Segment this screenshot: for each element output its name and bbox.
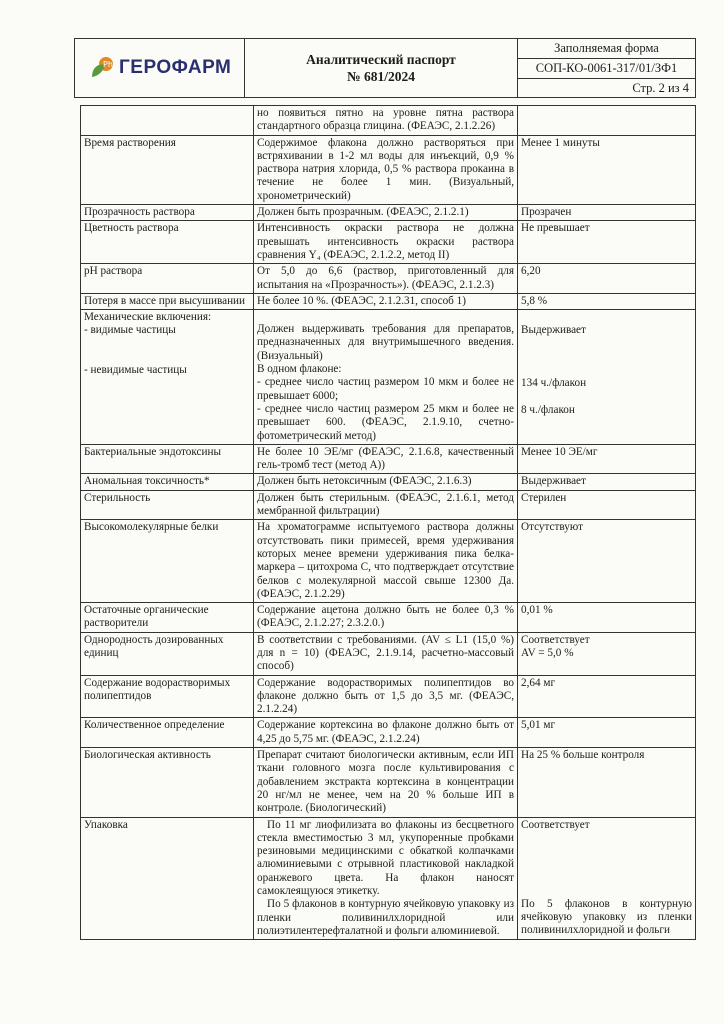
logo-cell (75, 39, 245, 97)
result-text: Соответствует (521, 633, 590, 646)
result-text: 5,01 мг (521, 719, 556, 732)
requirement-cell (254, 205, 518, 221)
requirement-cell (254, 293, 518, 309)
table-row (81, 632, 696, 675)
requirement-cell (254, 264, 518, 294)
result-text: Выдерживает (521, 475, 586, 488)
table-row (81, 490, 696, 520)
requirement-text: Должен быть прозрачным. (ФЕАЭС, 2.1.2.1) (257, 206, 469, 219)
result-text: Не превышает (521, 222, 590, 235)
parameter-line: - видимые частицы (84, 324, 176, 337)
document-title: Аналитический паспорт (306, 52, 456, 67)
requirement-text: Должен выдерживать требования для препаратов, предназначенных для внутримышечного введения. (Визуальный) (257, 323, 514, 362)
svg-text:Ph: Ph (103, 60, 113, 69)
result-cell (518, 310, 696, 445)
table-row (81, 221, 696, 264)
table-row (81, 520, 696, 603)
table-row (81, 718, 696, 748)
requirement-text: Содержание ацетона должно быть не более 0,3 % (ФЕАЭС, 2.1.2.27; 2.3.2.0.) (257, 604, 514, 630)
parameter-cell: Время растворения (81, 135, 254, 204)
result-text: 0,01 % (521, 604, 553, 617)
parameter-cell: Однородность дозированных единиц (81, 632, 254, 675)
analysis-table (80, 105, 696, 940)
parameter-line: - невидимые частицы (84, 363, 187, 376)
result-cell (518, 603, 696, 633)
result-cell (518, 817, 696, 940)
form-label: Заполняемая форма (518, 39, 695, 59)
table-row (81, 310, 696, 445)
table-row (81, 603, 696, 633)
result-cell (518, 135, 696, 204)
result-text: 134 ч./флакон (521, 377, 587, 390)
parameter-cell: Аномальная токсичность* (81, 474, 254, 490)
result-cell (518, 748, 696, 817)
requirement-cell (254, 603, 518, 633)
form-code: СОП-КО-0061-317/01/ЗФ1 (518, 59, 695, 79)
table-row (81, 675, 696, 718)
result-cell (518, 264, 696, 294)
parameter-cell: pH раствора (81, 264, 254, 294)
result-text: Менее 10 ЭЕ/мг (521, 445, 598, 458)
table-row (81, 106, 696, 136)
requirement-cell (254, 444, 518, 474)
requirement-text (257, 311, 514, 323)
parameter-cell: Биологическая активность (81, 748, 254, 817)
requirement-text: В одном флаконе: (257, 363, 342, 376)
parameter-line (84, 352, 250, 364)
requirement-cell (254, 817, 518, 940)
requirement-text: По 11 мг лиофилизата во флаконы из бесцветного стекла вместимостью 3 мл, укупоренные пробками резиновыми медицинскими с обкаткой колпачками алюминиевыми с отрывной пластиковой накладкой оранжевого цвета. На флакон наносят самоклеящуюся этикетку. (257, 818, 514, 898)
result-text: 8 ч./флакон (521, 403, 575, 416)
parameter-line: Механические включения: (84, 311, 212, 324)
document-number: № 681/2024 (347, 69, 415, 84)
requirement-text: От 5,0 до 6,6 (раствор, приготовленный для испытания на «Прозрачность»). (ФЕАЭС, 2.1.2.3) (257, 265, 514, 291)
result-text: Отсутствуют (521, 521, 583, 534)
requirement-cell (254, 106, 518, 136)
page-number: Стр. 2 из 4 (632, 81, 689, 95)
table-row (81, 474, 696, 490)
result-cell (518, 675, 696, 718)
requirement-text: Интенсивность окраски раствора не должна превышать интенсивность окраски раствора сравнения Y₄ (ФЕАЭС, 2.1.2.2, метод II) (257, 222, 514, 261)
requirement-cell (254, 675, 518, 718)
result-text: 5,8 % (521, 294, 548, 307)
title-cell (245, 39, 518, 97)
requirement-cell (254, 632, 518, 675)
requirement-cell (254, 748, 518, 817)
requirement-text: Не более 10 ЭЕ/мг (ФЕАЭС, 2.1.6.8, качественный гель-тромб тест (метод А)) (257, 445, 514, 472)
result-cell (518, 293, 696, 309)
result-cell (518, 444, 696, 474)
parameter-cell: Содержание водорастворимых полипептидов (81, 675, 254, 718)
table-row (81, 205, 696, 221)
result-text: Выдерживает (521, 324, 586, 337)
requirement-cell (254, 474, 518, 490)
requirement-cell (254, 520, 518, 603)
requirement-text: На хроматограмме испытуемого раствора должны отсутствовать пики примесей, время удерживания которых менее времени удерживания пика белка-маркера – цитохрома С, что подтверждает отсутствие белков с молекулярной массой свыше 12300 Да. (ФЕАЭС, 2.1.2.29) (257, 521, 514, 600)
requirement-text: Содержание кортексина во флаконе должно быть от 4,25 до 5,75 мг. (ФЕАЭС, 2.1.2.24) (257, 719, 514, 745)
parameter-cell: Цветность раствора (81, 221, 254, 264)
result-cell (518, 106, 696, 136)
parameter-cell: Упаковка (81, 817, 254, 940)
result-cell (518, 520, 696, 603)
requirement-cell (254, 221, 518, 264)
result-cell (518, 205, 696, 221)
requirement-cell (254, 310, 518, 445)
requirement-cell (254, 490, 518, 520)
requirement-text: Должен быть нетоксичным (ФЕАЭС, 2.1.6.3) (257, 475, 472, 488)
leaf-sun-logo-icon (89, 55, 115, 81)
result-cell (518, 221, 696, 264)
parameter-cell: Высокомолекулярные белки (81, 520, 254, 603)
parameter-cell (81, 310, 254, 445)
table-row (81, 748, 696, 817)
requirement-text: В соответствии с требованиями. (AV ≤ L1 (15,0 %) для n = 10) (ФЕАЭС, 2.1.9.14, расчетно-массовый способ) (257, 633, 514, 673)
result-text: Прозрачен (521, 206, 572, 219)
result-text: Соответствует (521, 818, 590, 831)
requirement-text: Препарат считают биологически активным, если ИП ткани головного мозга после культивирования с добавлением экстракта кортексина в концентрации 20 нг/мл не менее, чем на 20 % больше ИП в контроле. (Биологический) (257, 749, 514, 815)
table-row (81, 135, 696, 204)
logo-text: ГЕРОФАРМ (119, 57, 232, 78)
result-text: По 5 флаконов в контурную ячейковую упаковку из пленки поливинилхлоридной и фольги (521, 897, 692, 937)
result-cell (518, 490, 696, 520)
result-cell (518, 474, 696, 490)
table-row (81, 264, 696, 294)
result-text: 2,64 мг (521, 676, 556, 689)
result-text: 6,20 (521, 265, 541, 278)
parameter-cell: Количественное определение (81, 718, 254, 748)
requirement-text: но появиться пятно на уровне пятна раствора стандартного образца глицина. (ФЕАЭС, 2.1.2.26) (257, 107, 514, 133)
parameter-cell: Потеря в массе при высушивании (81, 293, 254, 309)
result-cell (518, 718, 696, 748)
requirement-text: Не более 10 %. (ФЕАЭС, 2.1.2.31, способ 1) (257, 294, 466, 307)
document-header (74, 38, 696, 98)
result-text: AV = 5,0 % (521, 646, 574, 659)
requirement-text: Содержимое флакона должно растворяться при встряхивании в 1-2 мл воды для инъекций, 0,9 % раствора натрия хлорида, 0,5 % раствора прокаина в течение не более 1 мин. (Визуальный, хронометрический) (257, 136, 514, 202)
requirement-text: По 5 флаконов в контурную ячейковую упаковку из пленки поливинилхлоридной или полиэтилентерефталатной и фольги алюминиевой. (257, 898, 514, 937)
table-row (81, 817, 696, 940)
requirement-text: Содержание водорастворимых полипептидов во флаконе должно быть от 1,5 до 3,5 мг. (ФЕАЭС, 2.1.2.24) (257, 676, 514, 716)
result-text: Стерилен (521, 491, 567, 504)
parameter-cell: Прозрачность раствора (81, 205, 254, 221)
parameter-cell (81, 106, 254, 136)
result-text: Менее 1 минуты (521, 136, 600, 149)
table-row (81, 444, 696, 474)
form-cell (518, 39, 695, 97)
requirement-cell (254, 135, 518, 204)
requirement-text: Должен быть стерильным. (ФЕАЭС, 2.1.6.1, метод мембранной фильтрации) (257, 491, 514, 518)
result-text: На 25 % больше контроля (521, 749, 645, 762)
parameter-cell: Остаточные органические растворители (81, 603, 254, 633)
result-cell (518, 632, 696, 675)
parameter-cell: Бактериальные эндотоксины (81, 444, 254, 474)
requirement-cell (254, 718, 518, 748)
table-row (81, 293, 696, 309)
requirement-text: - среднее число частиц размером 10 мкм и более не превышает 6000; (257, 376, 514, 402)
parameter-line (84, 338, 250, 352)
parameter-cell: Стерильность (81, 490, 254, 520)
requirement-text: - среднее число частиц размером 25 мкм и более не превышает 600. (ФЕАЭС, 2.1.9.10, счетно-фотометрический метод) (257, 402, 514, 442)
